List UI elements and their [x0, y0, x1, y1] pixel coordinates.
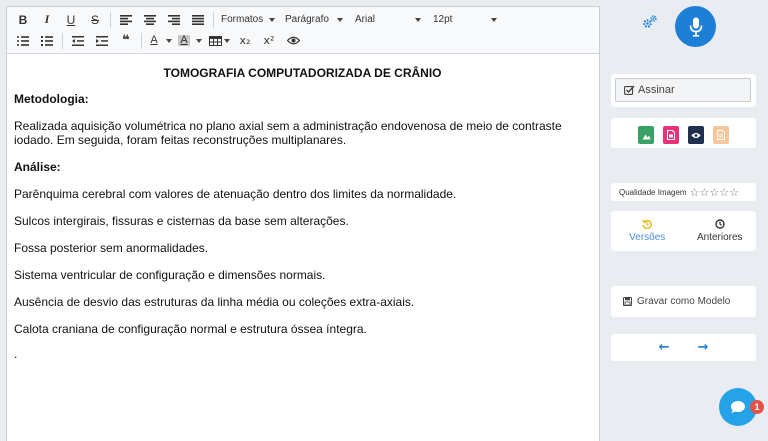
- subscript-button[interactable]: x₂: [239, 34, 251, 47]
- microphone-icon: [689, 17, 703, 37]
- settings-gears-button[interactable]: [642, 14, 658, 30]
- report-title: TOMOGRAFIA COMPUTADORIZADA DE CRÂNIO: [163, 66, 442, 80]
- dictation-mic-button[interactable]: [675, 6, 716, 47]
- checkbox-checked-icon: [624, 85, 635, 95]
- paragraph-dropdown[interactable]: [281, 10, 347, 30]
- gears-icon: [642, 14, 658, 30]
- finding-paragraph: Fossa posterior sem anormalidades.: [14, 241, 209, 255]
- star-icon[interactable]: ☆: [719, 185, 730, 199]
- table-icon: [209, 36, 222, 46]
- toolbar-row-2: [11, 30, 595, 51]
- align-justify-icon: [192, 15, 204, 25]
- chevron-down-icon: [224, 39, 230, 43]
- tab-previous-label: Anteriores: [696, 232, 743, 243]
- clock-icon: [715, 219, 725, 229]
- navigation-card: [611, 334, 756, 361]
- export-document-button[interactable]: [713, 126, 729, 144]
- outdent-button[interactable]: [66, 31, 90, 51]
- numbered-list-icon: [41, 36, 53, 46]
- image-quality-card: [611, 183, 756, 201]
- export-pdf-button[interactable]: [663, 126, 679, 144]
- formats-dropdown[interactable]: [217, 10, 279, 30]
- italic-button[interactable]: I: [44, 12, 50, 26]
- previous-arrow-button[interactable]: ←: [658, 340, 670, 355]
- highlight-color-dropdown[interactable]: [193, 31, 205, 51]
- next-arrow-button[interactable]: →: [697, 340, 709, 355]
- star-icon[interactable]: ☆: [729, 185, 739, 199]
- sign-label: Assinar: [638, 84, 675, 96]
- finding-paragraph: Calota craniana de configuração normal e estrutura óssea íntegra.: [14, 322, 367, 336]
- text-color-dropdown[interactable]: [163, 31, 175, 51]
- outdent-icon: [72, 36, 84, 46]
- history-icon: [642, 219, 652, 229]
- underline-button[interactable]: U: [66, 12, 76, 27]
- chevron-down-icon: [196, 39, 202, 43]
- strikethrough-button[interactable]: S: [90, 12, 99, 27]
- indent-button[interactable]: [90, 31, 114, 51]
- analysis-heading: Análise:: [14, 160, 61, 174]
- save-template-button[interactable]: [611, 286, 756, 317]
- versions-tabs-card: [611, 211, 756, 251]
- eye-icon: [287, 36, 300, 45]
- align-center-icon: [144, 15, 156, 25]
- bold-button[interactable]: B: [18, 12, 28, 27]
- table-button[interactable]: [205, 31, 233, 51]
- finding-paragraph: Sulcos intergirais, fissuras e cisternas da base sem alterações.: [14, 214, 349, 228]
- pdf-file-icon: [667, 130, 675, 140]
- font-family-dropdown[interactable]: [351, 10, 425, 30]
- highlight-color-button[interactable]: [175, 31, 193, 51]
- indent-icon: [96, 36, 108, 46]
- eye-icon: [691, 132, 701, 139]
- bullet-list-button[interactable]: [11, 31, 35, 51]
- image-quality-label: Qualidade Imagem: [619, 187, 687, 197]
- navigation-arrows: [611, 334, 756, 361]
- preview-button[interactable]: [281, 31, 305, 51]
- blockquote-button[interactable]: ❝: [122, 33, 130, 48]
- methodology-text: Realizada aquisição volumétrica no plano axial sem a administração endovenosa de meio de contraste iodado. Em seguida, foram feitas reconstruções multiplanares.: [14, 119, 562, 147]
- formats-dropdown-label: Formatos: [221, 14, 264, 25]
- finding-paragraph: Sistema ventricular de configuração e dimensões normais.: [14, 268, 326, 282]
- chat-notification-badge: 1: [750, 400, 764, 414]
- tab-versions-label: Versões: [629, 232, 666, 243]
- toolbar-separator: [110, 12, 111, 28]
- chevron-down-icon: [269, 18, 275, 22]
- save-template-label: Gravar como Modelo: [637, 296, 731, 307]
- document-file-icon: [717, 130, 725, 140]
- methodology-heading: Metodologia:: [14, 92, 89, 106]
- tab-versions[interactable]: [611, 211, 684, 251]
- save-template-card: [611, 286, 756, 317]
- text-color-icon: A: [150, 34, 158, 46]
- star-icon[interactable]: ☆: [709, 185, 720, 199]
- text-color-button[interactable]: [145, 31, 163, 51]
- align-right-icon: [168, 15, 180, 25]
- highlight-color-icon: A: [180, 34, 188, 46]
- image-file-icon: [642, 131, 651, 140]
- preview-document-button[interactable]: [688, 126, 704, 144]
- paragraph-dropdown-label: Parágrafo: [285, 14, 329, 25]
- trailing-text: .: [14, 347, 18, 361]
- toolbar-separator: [62, 33, 63, 49]
- sign-button[interactable]: [615, 78, 751, 102]
- tab-previous[interactable]: [684, 211, 757, 251]
- toolbar-separator: [141, 33, 142, 49]
- chevron-down-icon: [337, 18, 343, 22]
- chevron-down-icon: [166, 39, 172, 43]
- export-image-button[interactable]: [638, 126, 654, 144]
- superscript-button[interactable]: x²: [263, 34, 275, 47]
- finding-paragraph: Ausência de desvio das estruturas da linha média ou coleções extra-axiais.: [14, 295, 415, 309]
- floppy-disk-icon: [623, 297, 632, 306]
- star-icon[interactable]: ☆: [689, 185, 700, 199]
- toolbar-row-1: [11, 9, 595, 30]
- finding-paragraph: Parênquima cerebral com valores de atenuação dentro dos limites da normalidade.: [14, 187, 457, 201]
- align-left-button[interactable]: [114, 10, 138, 30]
- report-editor[interactable]: [6, 6, 600, 441]
- numbered-list-button[interactable]: [35, 31, 59, 51]
- align-center-button[interactable]: [138, 10, 162, 30]
- chevron-down-icon: [415, 18, 421, 22]
- align-left-icon: [120, 15, 132, 25]
- star-icon[interactable]: ☆: [699, 185, 710, 199]
- document-actions: [611, 118, 756, 144]
- chevron-down-icon: [491, 18, 497, 22]
- star-rating[interactable]: [690, 187, 739, 198]
- font-size-label: 12pt: [433, 14, 453, 25]
- font-family-label: Arial: [355, 14, 376, 25]
- chat-bubble-icon: [730, 400, 746, 414]
- versions-tabs: [611, 211, 756, 251]
- image-quality-rating: [611, 183, 756, 201]
- document-actions-card: [611, 118, 756, 148]
- font-size-dropdown[interactable]: [429, 10, 501, 30]
- align-right-button[interactable]: [162, 10, 186, 30]
- bullet-list-icon: [17, 36, 29, 46]
- editor-toolbar: [7, 7, 599, 54]
- align-justify-button[interactable]: [186, 10, 210, 30]
- editor-content[interactable]: [7, 54, 599, 361]
- toolbar-separator: [213, 12, 214, 28]
